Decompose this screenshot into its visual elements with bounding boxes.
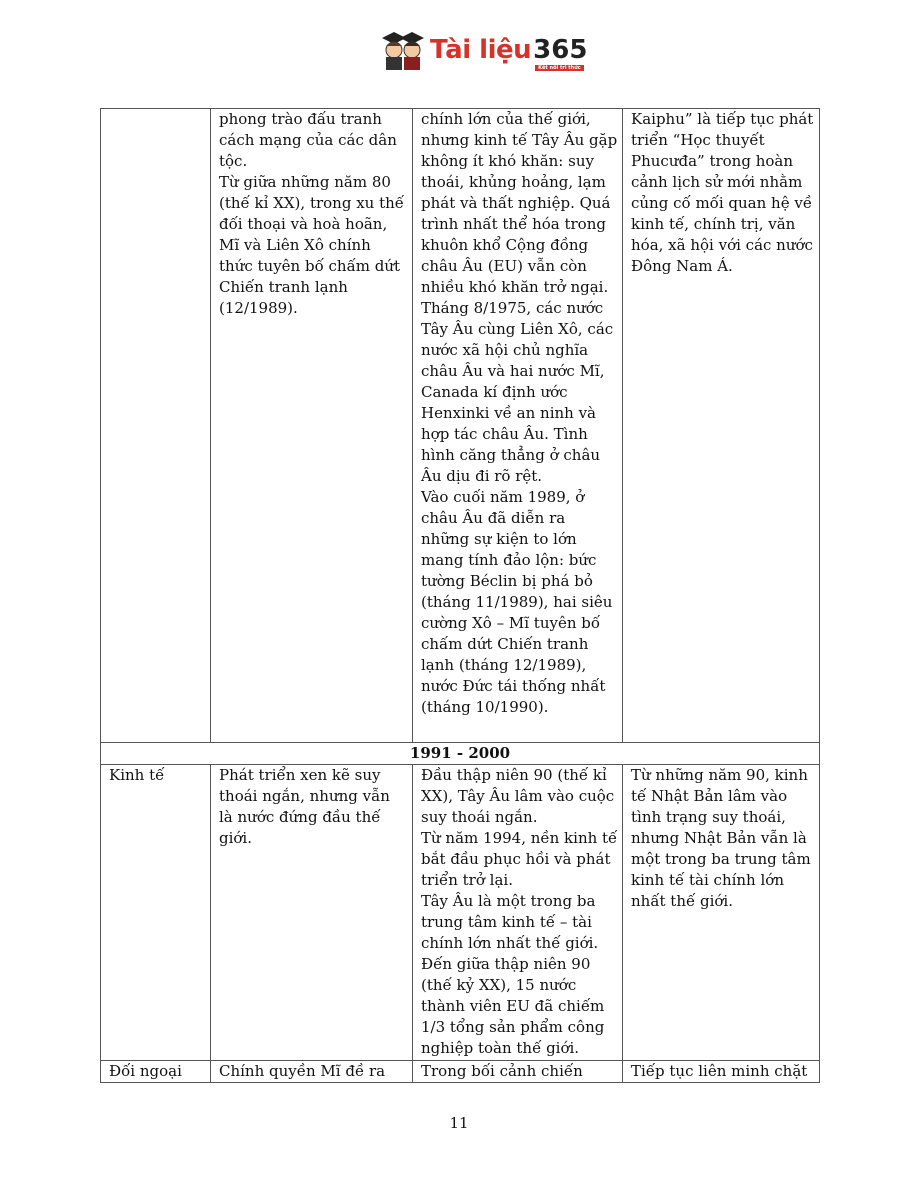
row3-usa-cell — [211, 1061, 413, 1083]
logo-tagline: Kết nối tri thức — [535, 65, 584, 71]
row1-japan-cell — [623, 109, 820, 743]
paragraph: Từ năm 1994, nền kinh tế bắt đầu phục hồi và phát triển trở lại. — [421, 829, 618, 889]
paragraph: Đầu thập niên 90 (thế kỉ XX), Tây Âu lâm vào cuộc suy thoái ngắn. — [421, 766, 615, 826]
paragraph: Đến giữa thập niên 90 (thế kỷ XX), 15 nước thành viên EU đã chiếm 1/3 tổng sản phẩm công nghiệp toàn thế giới. — [421, 955, 605, 1057]
page-number: 11 — [449, 1114, 469, 1132]
row2-category-cell: Kinh tế — [101, 765, 211, 1061]
paragraph: Trong bối cảnh chiến — [421, 1062, 583, 1080]
mascot-icon — [380, 28, 426, 72]
paragraph: Tháng 8/1975, các nước Tây Âu cùng Liên Xô, các nước xã hội chủ nghĩa châu Âu và hai nước Mĩ, Canada kí định ước Henxinki về an ninh và hợp tác châu Âu. Tình hình căng thẳng ở châu Âu dịu đi rõ rệt. — [421, 299, 614, 485]
paragraph: Từ những năm 90, kinh tế Nhật Bản lâm vào tình trạng suy thoái, nhưng Nhật Bản vẫn là một trong ba trung tâm kinh tế tài chính lớn nhất thế giới. — [631, 766, 811, 910]
table-row — [101, 1061, 820, 1083]
table-row — [101, 765, 820, 1061]
row1-category-cell — [101, 109, 211, 743]
paragraph: Chính quyền Mĩ đề ra — [219, 1062, 386, 1080]
paragraph: Kaiphu” là tiếp tục phát triển “Học thuyết Phucưđa” trong hoàn cảnh lịch sử mới nhằm củng cố mối quan hệ về kinh tế, chính trị, văn hóa, xã hội với các nước Đông Nam Á. — [631, 110, 814, 275]
row2-western-europe-cell — [413, 765, 623, 1061]
logo-number-text: 365 — [533, 35, 588, 65]
table-row — [101, 109, 820, 743]
row2-japan-cell — [623, 765, 820, 1061]
paragraph: Phát triển xen kẽ suy thoái ngắn, nhưng vẫn là nước đứng đầu thế giới. — [219, 766, 390, 847]
row3-western-europe-cell — [413, 1061, 623, 1083]
paragraph: phong trào đấu tranh cách mạng của các dân tộc. — [219, 110, 397, 170]
period-heading: 1991 - 2000 — [101, 743, 820, 765]
row1-western-europe-cell — [413, 109, 623, 743]
comparison-table — [100, 108, 820, 1083]
logo-text: Tài liệu — [430, 35, 532, 65]
paragraph: chính lớn của thế giới, nhưng kinh tế Tây Âu gặp không ít khó khăn: suy thoái, khủng hoảng, lạm phát và thất nghiệp. Quá trình nhất thể hóa trong khuôn khổ Cộng đồng châu Âu (EU) vẫn còn nhiều khó khăn trở ngại. — [421, 110, 618, 296]
row3-category-cell: Đối ngoại — [101, 1061, 211, 1083]
period-heading-row — [101, 743, 820, 765]
paragraph: Tiếp tục liên minh chặt — [631, 1062, 808, 1080]
row3-japan-cell — [623, 1061, 820, 1083]
paragraph: Tây Âu là một trong ba trung tâm kinh tế – tài chính lớn nhất thế giới. — [421, 892, 599, 952]
paragraph: Từ giữa những năm 80 (thế kỉ XX), trong xu thế đối thoại và hoà hoãn, Mĩ và Liên Xô chính thức tuyên bố chấm dứt Chiến tranh lạnh (12/1989). — [219, 173, 405, 317]
paragraph: Vào cuối năm 1989, ở châu Âu đã diễn ra những sự kiện to lớn mang tính đảo lộn: bức tường Béclin bị phá bỏ (tháng 11/1989), hai siêu cường Xô – Mĩ tuyên bố chấm dứt Chiến tranh lạnh (tháng 12/1989), nước Đức tái thống nhất (tháng 10/1990). — [421, 488, 613, 716]
row2-usa-cell — [211, 765, 413, 1061]
logo-number — [533, 35, 588, 71]
row1-usa-cell — [211, 109, 413, 743]
site-logo[interactable] — [380, 28, 587, 72]
